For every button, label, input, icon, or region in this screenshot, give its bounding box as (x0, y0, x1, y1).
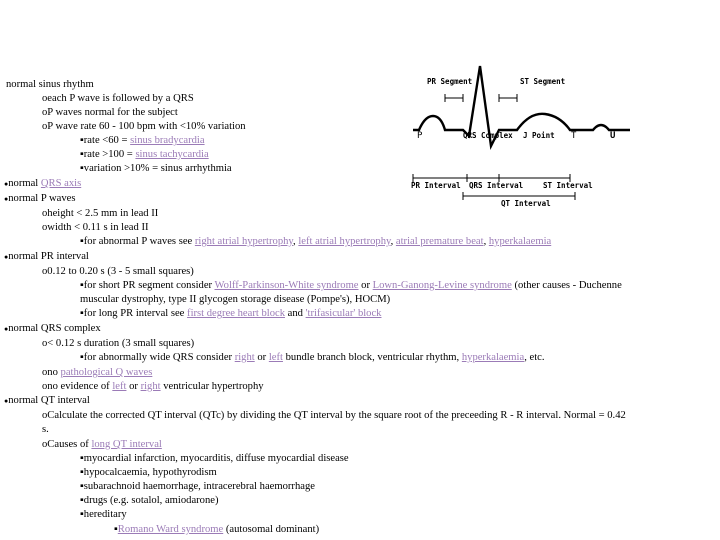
link-pathological-q-waves[interactable]: pathological Q waves (60, 367, 153, 378)
sub-bullet: o (42, 367, 48, 378)
list-item: ▪drugs (e.g. sotalol, amiodarone) (80, 495, 219, 506)
sub-bullet: o (42, 93, 48, 104)
sub-bullet: o (42, 410, 48, 421)
list-item: ▪rate <60 = sinus bradycardia (80, 135, 205, 146)
list-item: ono pathological Q waves (42, 367, 153, 378)
list-item: ▪variation >10% = sinus arrhythmia (80, 163, 232, 174)
subsub-bullet: ▪ (80, 453, 84, 464)
link-right-vh[interactable]: right (140, 381, 161, 392)
subsub-bullet: ▪ (80, 149, 84, 160)
link-hyperkalaemia[interactable]: hyperkalaemia (488, 236, 552, 247)
sub-bullet: o (42, 266, 48, 277)
list-item-qrs-axis: ●normal QRS axis (4, 178, 82, 189)
link-left[interactable]: left (268, 352, 283, 363)
list-item-continuation: muscular dystrophy, type II glycogen storage disease (Pompe's), HOCM) (80, 294, 391, 305)
link-lgl-syndrome[interactable]: Lown-Ganong-Levine syndrome (372, 280, 512, 291)
subsub-bullet: ▪ (80, 481, 84, 492)
sub-bullet: o (42, 439, 48, 450)
main-bullet: ● (4, 180, 9, 188)
link-wpw-syndrome[interactable]: Wolff-Parkinson-White syndrome (214, 280, 359, 291)
list-item: oCalculate the corrected QT interval (QTc) by dividing the QT interval by the square root of the preceeding R - R interval. Normal = 0.42 (42, 410, 626, 421)
sub-bullet: o (42, 338, 48, 349)
list-item: o0.12 to 0.20 s (3 - 5 small squares) (42, 266, 194, 277)
list-item: ▪subarachnoid haemorrhage, intracerebral haemorrhage (80, 481, 315, 492)
list-item: ▪rate >100 = sinus tachycardia (80, 149, 209, 160)
list-item-continuation: s. (42, 424, 49, 435)
subsub-bullet: ▪ (80, 495, 84, 506)
list-item-pr-interval: ●normal PR interval (4, 251, 89, 262)
list-item: oCauses of long QT interval (42, 439, 162, 450)
main-bullet: ● (4, 397, 9, 405)
main-bullet: ● (4, 325, 9, 333)
ecg-label-u: U (610, 131, 616, 141)
ecg-diagram (405, 60, 635, 210)
list-item: oeach P wave is followed by a QRS (42, 93, 194, 104)
list-item: ▪for long PR interval see first degree heart block and 'trifasicular' block (80, 308, 382, 319)
sub-bullet: o (42, 107, 48, 118)
list-item: oP waves normal for the subject (42, 107, 178, 118)
main-bullet: ● (4, 195, 9, 203)
link-right-atrial-hypertrophy[interactable]: right atrial hypertrophy (194, 236, 294, 247)
list-item-p-waves: ●normal P waves (4, 193, 76, 204)
subsub-bullet: ▪ (80, 509, 84, 520)
ecg-label-pr-segment: PR Segment (427, 77, 473, 86)
subsub-bullet: ▪ (80, 280, 84, 291)
main-bullet: ● (4, 253, 9, 261)
list-item-qt-interval: ●normal QT interval (4, 395, 90, 406)
list-item: oheight < 2.5 mm in lead II (42, 208, 159, 219)
subsub-bullet: ▪ (114, 524, 118, 535)
sub-bullet: o (42, 121, 48, 132)
link-sinus-bradycardia[interactable]: sinus bradycardia (130, 135, 205, 146)
ecg-label-j-point: J Point (523, 131, 555, 140)
link-atrial-premature-beat[interactable]: atrial premature beat (395, 236, 484, 247)
list-item-qrs-complex: ●normal QRS complex (4, 323, 101, 334)
list-item: oP wave rate 60 - 100 bpm with <10% variation (42, 121, 246, 132)
list-item: o< 0.12 s duration (3 small squares) (42, 338, 195, 349)
subsub-bullet: ▪ (80, 236, 84, 247)
heading-normal-sinus-rhythm: normal sinus rhythm (6, 79, 94, 90)
list-item: ▪hereditary (80, 509, 127, 520)
subsub-bullet: ▪ (80, 467, 84, 478)
link-right[interactable]: right (234, 352, 255, 363)
ecg-label-qt-interval: QT Interval (501, 199, 551, 208)
sub-bullet: o (42, 222, 48, 233)
list-item: ▪for abnormal P waves see right atrial hypertrophy, left atrial hypertrophy, atrial premature beat, hyperkalaemia (80, 236, 552, 247)
link-long-qt-interval[interactable]: long QT interval (91, 439, 162, 450)
ecg-label-st-segment: ST Segment (520, 77, 566, 86)
link-romano-ward-syndrome[interactable]: Romano Ward syndrome (117, 524, 224, 535)
subsub-bullet: ▪ (80, 308, 84, 319)
list-item: owidth < 0.11 s in lead II (42, 222, 149, 233)
sub-bullet: o (42, 381, 48, 392)
link-sinus-tachycardia[interactable]: sinus tachycardia (135, 149, 209, 160)
ecg-label-p: P (417, 131, 423, 141)
ecg-label-qrs-complex: QRS Complex (463, 131, 513, 140)
ecg-label-pr-interval: PR Interval (411, 181, 461, 190)
list-item: ▪for short PR segment consider Wolff-Parkinson-White syndrome or Lown-Ganong-Levine syndrome (other causes - Duchenne (80, 280, 622, 291)
list-item: ▪for abnormally wide QRS consider right or left bundle branch block, ventricular rhythm, hyperkalaemia, etc. (80, 352, 545, 363)
list-item: ▪hypocalcaemia, hypothyrodism (80, 467, 217, 478)
link-first-degree-heart-block[interactable]: first degree heart block (187, 308, 285, 319)
list-item: ▪myocardial infarction, myocarditis, diffuse myocardial disease (80, 453, 349, 464)
ecg-label-st-interval: ST Interval (543, 181, 593, 190)
sub-bullet: o (42, 208, 48, 219)
subsub-bullet: ▪ (80, 352, 84, 363)
ecg-label-t: T (571, 131, 577, 141)
ecg-label-qrs-interval: QRS Interval (469, 181, 524, 190)
link-hyperkalaemia-2[interactable]: hyperkalaemia (461, 352, 525, 363)
link-left-atrial-hypertrophy[interactable]: left atrial hypertrophy (298, 236, 391, 247)
list-item: ono evidence of left or right ventricular hypertrophy (42, 381, 264, 392)
link-qrs-axis[interactable]: QRS axis (40, 178, 82, 189)
link-trifasicular-block[interactable]: 'trifasicular' block (305, 308, 382, 319)
link-left-vh[interactable]: left (112, 381, 127, 392)
subsub-bullet: ▪ (80, 135, 84, 146)
list-item: ▪Romano Ward syndrome (autosomal dominant) (114, 524, 320, 535)
subsub-bullet: ▪ (80, 163, 84, 174)
